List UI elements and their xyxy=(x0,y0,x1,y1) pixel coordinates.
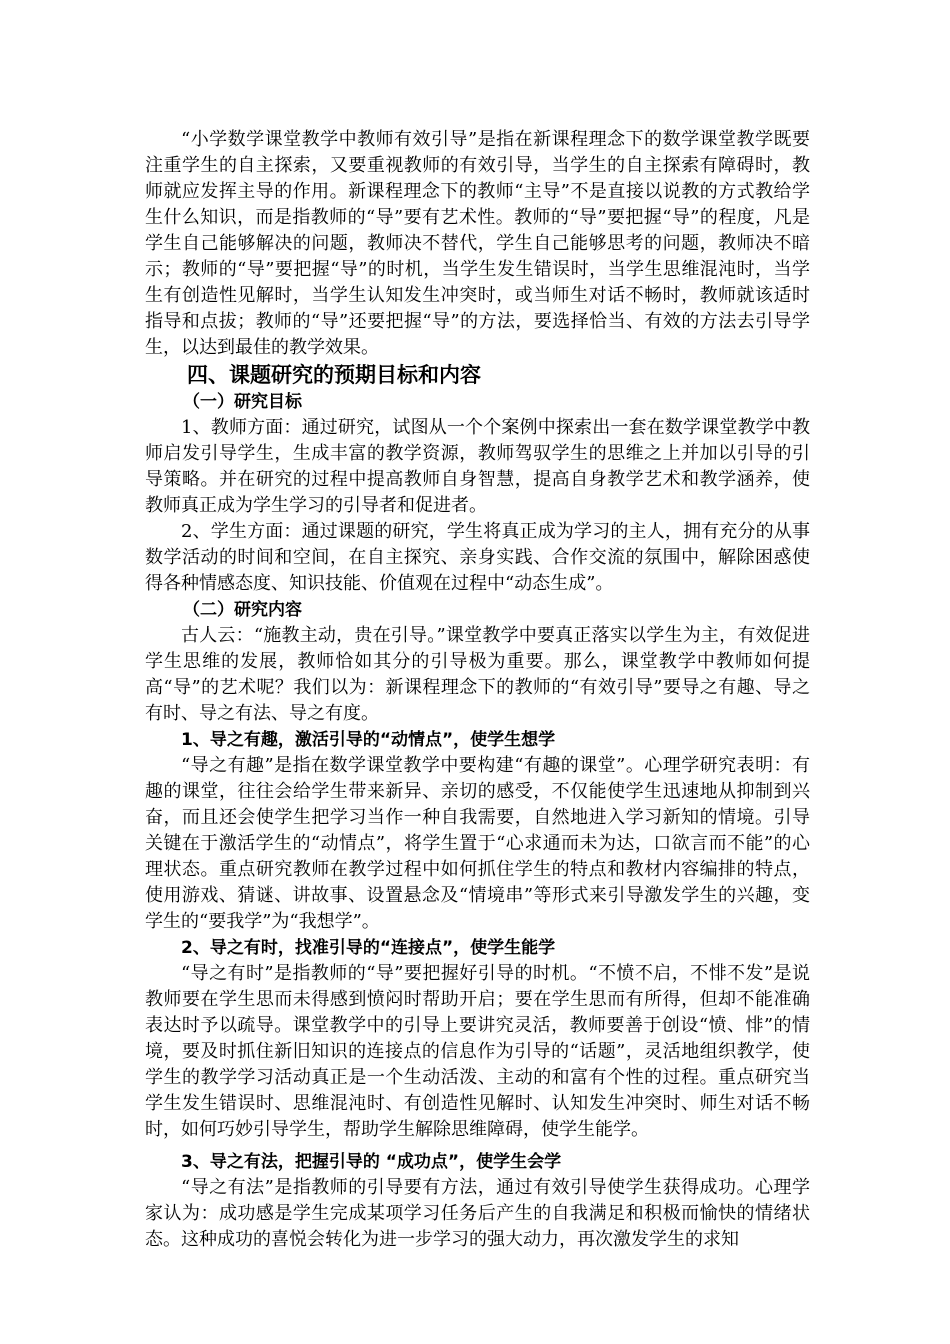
goal-teacher-paragraph: 1、教师方面：通过研究，试图从一个个案例中探索出一套在数学课堂教学中教师启发引导学生，生成丰富的教学资源，教师驾驭学生的思维之上并加以引导的引导策略。并在研究的过程中提高教师自身智慧，提高自身教学艺术和教学涵养，使教师真正成为学生学习的引导者和促进者。 xyxy=(145,417,810,516)
goal-student-paragraph: 2、学生方面：通过课题的研究，学生将真正成为学习的主人，拥有充分的从事数学活动的时间和空间，在自主探究、亲身实践、合作交流的氛围中，解除困惑使得各种情感态度、知识技能、价值观在过程中“动态生成”。 xyxy=(145,521,810,594)
point-method-heading: 3、导之有法，把握引导的 “成功点”，使学生会学 xyxy=(181,1152,562,1172)
point-interest-paragraph: “导之有趣”是指在数学课堂教学中要构建“有趣的课堂”。心理学研究表明：有趣的课堂，往往会给学生带来新异、亲切的感受，不仅能使学生迅速地从抑制到兴奋，而且还会使学生把学习当作一种自我需要，自然地进入学习新知的情境。引导关键在于激活学生的“动情点”，将学生置于“心求通而未为达，口欲言而不能”的心理状态。重点研究教师在教学过程中如何抓住学生的特点和教材内容编排的特点，使用游戏、猜谜、讲故事、设置悬念及“情境串”等形式来引导激发学生的兴趣，变学生的“要我学”为“我想学”。 xyxy=(145,755,810,932)
point-method-paragraph: “导之有法”是指教师的引导要有方法，通过有效引导使学生获得成功。心理学家认为：成功感是学生完成某项学习任务后产生的自我满足和积极而愉快的情绪状态。这种成功的喜悦会转化为进一步学习的强大动力，再次激发学生的求知 xyxy=(145,1177,810,1250)
intro-paragraph: “小学数学课堂教学中教师有效引导”是指在新课程理念下的数学课堂教学既要注重学生的自主探索，又要重视教师的有效引导，当学生的自主探索有障碍时，教师就应发挥主导的作用。新课程理念下的教师“主导”不是直接以说教的方式教给学生什么知识，而是指教师的“导”要有艺术性。教师的“导”要把握“导”的程度，凡是学生自己能够解决的问题，教师决不替代，学生自己能够思考的问题，教师决不暗示；教师的“导”要把握“导”的时机，当学生发生错误时，当学生思维混沌时，当学生有创造性见解时，当学生认知发生冲突时，或当师生对话不畅时，教师就该适时指导和点拔；教师的“导”还要把握“导”的方法，要选择恰当、有效的方法去引导学生，以达到最佳的教学效果。 xyxy=(145,129,810,358)
document-page xyxy=(145,127,810,1253)
point-timing-paragraph: “导之有时”是指教师的“导”要把握好引导的时机。“不愤不启，不悱不发”是说教师要在学生思而未得感到愤闷时帮助开启；要在学生思而有所得，但却不能准确表达时予以疏导。课堂教学中的引导上要讲究灵活，教师要善于创设“愤、悱”的情境，要及时抓住新旧知识的连接点的信息作为引导的“话题”，灵活地组织教学，使学生的教学学习活动真正是一个生动活泼、主动的和富有个性的过程。重点研究当学生发生错误时、思维混沌时、有创造性见解时、认知发生冲突时、师生对话不畅时，如何巧妙引导学生，帮助学生解除思维障碍，使学生能学。 xyxy=(145,963,810,1140)
point-timing-heading: 2、导之有时，找准引导的“连接点”，使学生能学 xyxy=(181,938,556,958)
research-goals-heading: （一）研究目标 xyxy=(183,392,302,412)
section-heading: 四、课题研究的预期目标和内容 xyxy=(187,363,481,387)
research-content-heading: （二）研究内容 xyxy=(183,600,302,620)
point-interest-heading: 1、导之有趣，激活引导的“动情点”，使学生想学 xyxy=(181,730,556,750)
content-intro-paragraph: 古人云：“施教主动，贵在引导。”课堂教学中要真正落实以学生为主，有效促进学生思维的发展，教师恰如其分的引导极为重要。那么，课堂教学中教师如何提高“导”的艺术呢？我们以为：新课程理念下的教师的“有效引导”要导之有趣、导之有时、导之有法、导之有度。 xyxy=(145,625,810,724)
